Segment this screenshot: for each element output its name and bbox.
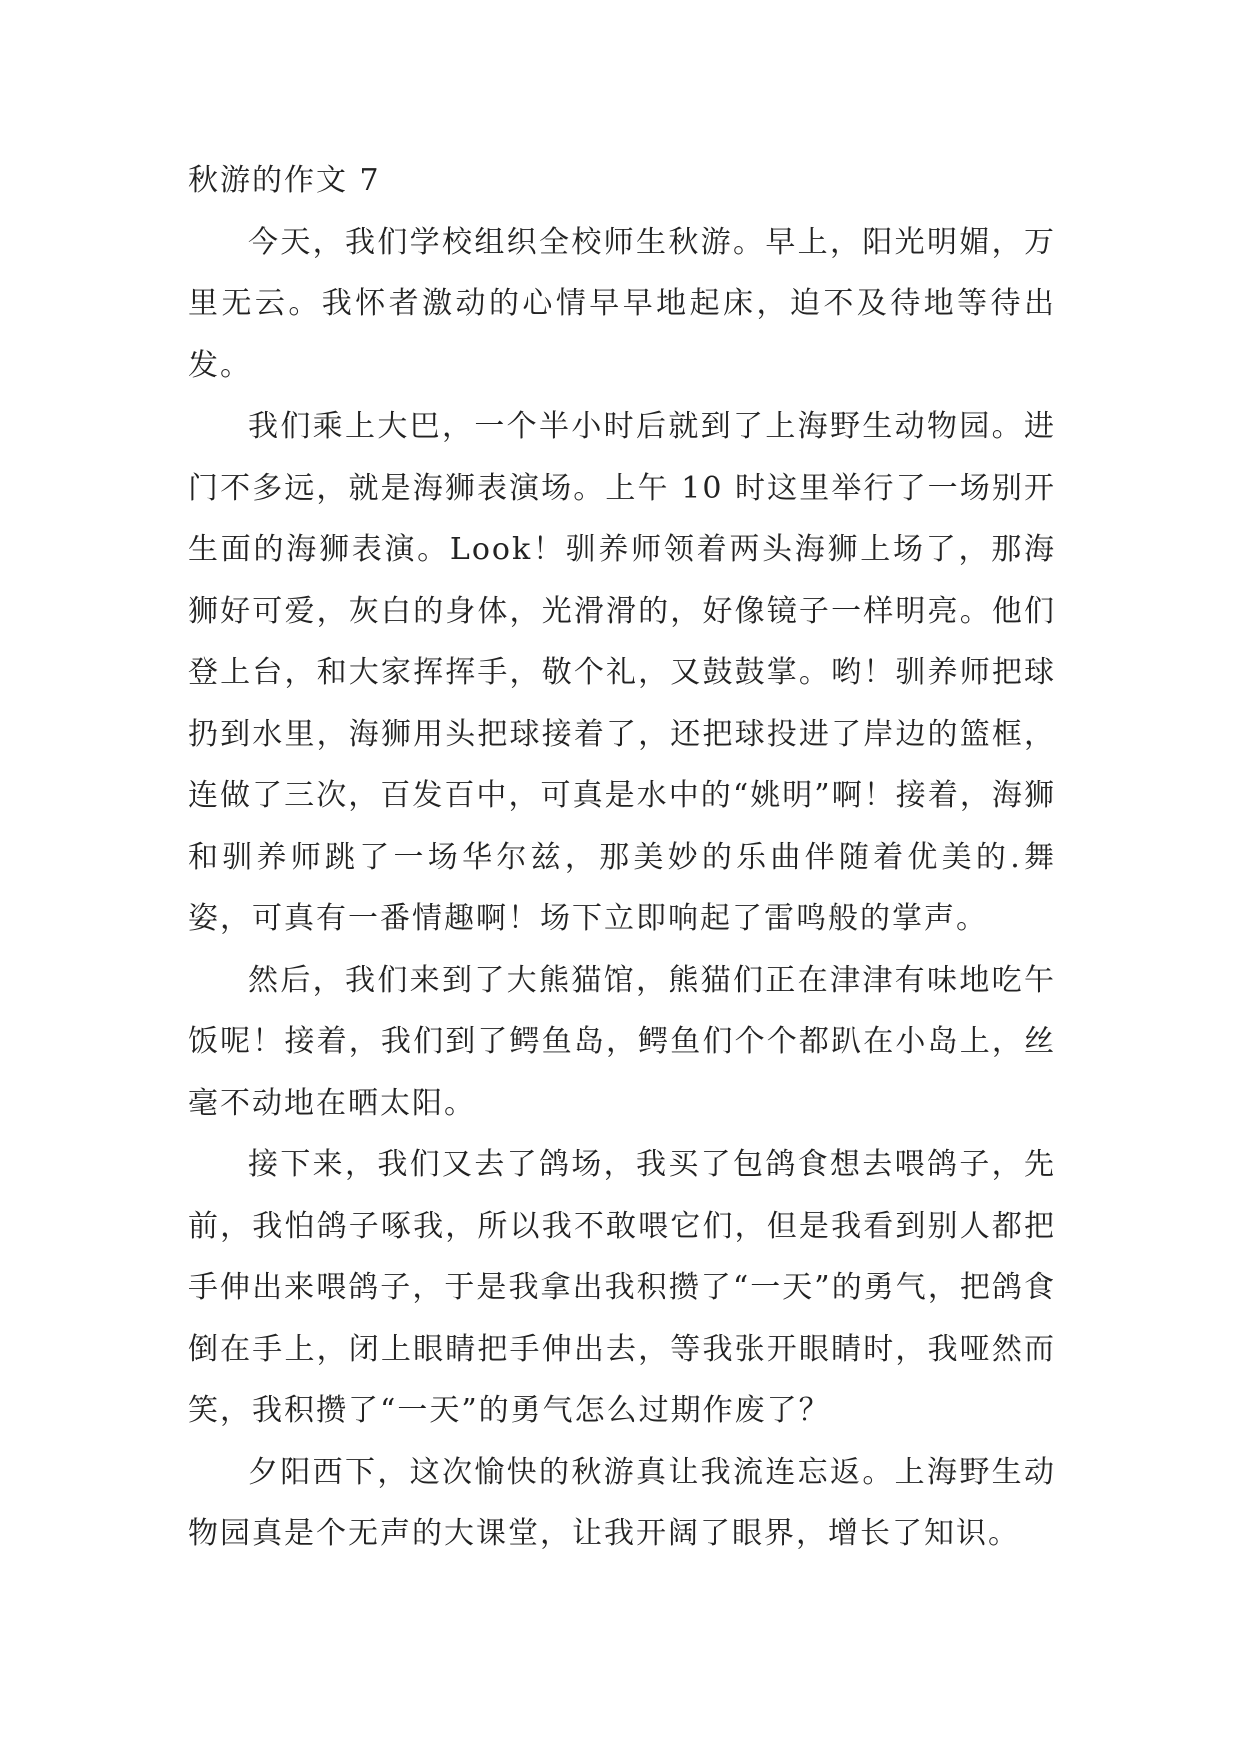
paragraph-2: 我们乘上大巴，一个半小时后就到了上海野生动物园。进门不多远，就是海狮表演场。上午 10 时这里举行了一场别开生面的海狮表演。Look！驯养师领着两头海狮上场了，那海狮好可爱，灰白的身体，光滑滑的，好像镜子一样明亮。他们登上台，和大家挥挥手，敬个礼，又鼓鼓掌。哟！驯养师把球扔到水里，海狮用头把球接着了，还把球投进了岸边的篮框，连做了三次，百发百中，可真是水中的“姚明”啊！接着，海狮和驯养师跳了一场华尔兹，那美妙的乐曲伴随着优美的.舞姿，可真有一番情趣啊！场下立即响起了雷鸣般的掌声。: [188, 409, 1056, 936]
paragraph-5: 夕阳西下，这次愉快的秋游真让我流连忘返。上海野生动物园真是个无声的大课堂，让我开阔了眼界，增长了知识。: [188, 1454, 1056, 1551]
document-page: [188, 150, 1056, 1565]
paragraph-4: 接下来，我们又去了鸽场，我买了包鸽食想去喂鸽子，先前，我怕鸽子啄我，所以我不敢喂它们，但是我看到别人都把手伸出来喂鸽子，于是我拿出我积攒了“一天”的勇气，把鸽食倒在手上，闭上眼睛把手伸出去，等我张开眼睛时，我哑然而笑，我积攒了“一天”的勇气怎么过期作废了？: [188, 1147, 1056, 1428]
document-title: 秋游的作文 7: [188, 163, 381, 198]
paragraph-1: 今天，我们学校组织全校师生秋游。早上，阳光明媚，万里无云。我怀者激动的心情早早地起床，迫不及待地等待出发。: [188, 224, 1056, 383]
paragraph-3: 然后，我们来到了大熊猫馆，熊猫们正在津津有味地吃午饭呢！接着，我们到了鳄鱼岛，鳄鱼们个个都趴在小岛上，丝毫不动地在晒太阳。: [188, 962, 1056, 1121]
